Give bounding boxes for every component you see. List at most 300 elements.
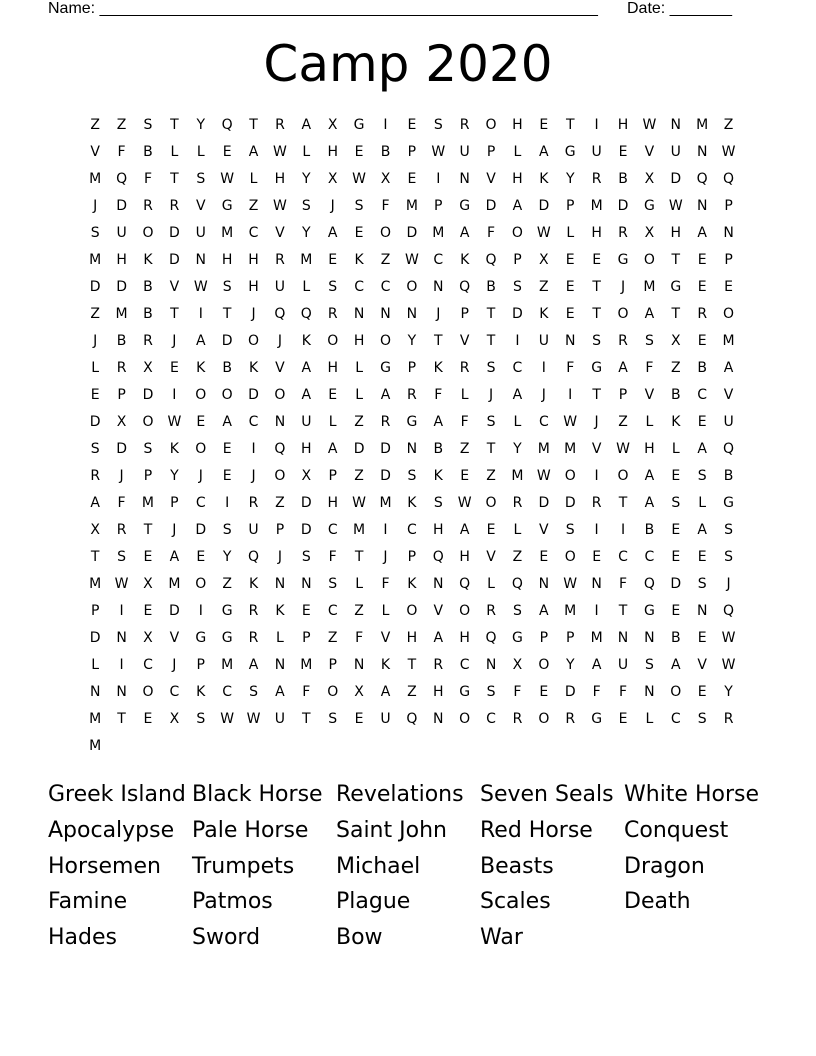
grid-letter: Q: [643, 576, 655, 592]
page-title: Camp 2020: [263, 35, 553, 93]
grid-letter: H: [433, 522, 444, 538]
grid-letter: C: [406, 522, 417, 538]
grid-letter: J: [436, 306, 441, 322]
grid-letter: W: [721, 630, 736, 646]
grid-letter: I: [568, 387, 573, 403]
grid-letter: P: [170, 495, 179, 511]
grid-letter: V: [275, 225, 285, 241]
grid-letter: B: [697, 360, 707, 376]
grid-letter: N: [564, 333, 576, 349]
grid-letter: C: [538, 414, 549, 430]
grid-letter: A: [723, 360, 734, 376]
grid-letter: R: [143, 198, 153, 214]
grid-letter: M: [221, 657, 234, 673]
grid-letter: S: [644, 657, 654, 673]
grid-letter: E: [301, 603, 311, 619]
grid-letter: M: [89, 252, 102, 268]
grid-letter: W: [563, 414, 578, 430]
grid-letter: D: [512, 306, 523, 322]
grid-letter: R: [618, 333, 628, 349]
grid-letter: L: [671, 441, 680, 457]
grid-letter: N: [433, 279, 444, 295]
word-bank-item: Sword: [192, 925, 261, 951]
grid-letter: Z: [380, 252, 391, 268]
grid-letter: F: [434, 387, 443, 403]
grid-letter: A: [697, 225, 707, 241]
grid-letter: R: [723, 711, 734, 727]
grid-letter: W: [220, 171, 235, 187]
grid-letter: I: [541, 360, 546, 376]
grid-letter: Q: [723, 603, 735, 619]
grid-letter: S: [117, 549, 127, 565]
grid-letter: X: [143, 576, 153, 592]
grid-letter: J: [488, 387, 494, 403]
grid-letter: E: [618, 144, 628, 160]
grid-letter: G: [643, 198, 655, 214]
grid-letter: G: [221, 198, 233, 214]
grid-letter: O: [327, 333, 339, 349]
grid-letter: D: [248, 387, 259, 403]
grid-letter: S: [565, 522, 575, 538]
grid-letter: P: [486, 144, 496, 160]
grid-letter: T: [222, 306, 232, 322]
grid-letter: K: [354, 252, 364, 268]
grid-letter: Z: [248, 198, 259, 214]
word-bank-item: Greek Island: [48, 782, 186, 807]
grid-letter: D: [168, 252, 180, 268]
grid-letter: N: [538, 576, 550, 592]
grid-letter: L: [460, 387, 469, 403]
grid-letter: I: [198, 306, 203, 322]
word-bank-item: Black Horse: [192, 782, 323, 807]
grid-letter: D: [116, 279, 127, 295]
grid-letter: S: [433, 117, 443, 133]
grid-letter: Q: [274, 441, 286, 457]
grid-letter: V: [459, 333, 470, 349]
grid-letter: E: [618, 711, 628, 727]
word-bank-item: Bow: [336, 925, 383, 951]
grid-letter: E: [671, 468, 681, 484]
word-bank-item: Conquest: [624, 817, 729, 843]
grid-letter: A: [697, 522, 707, 538]
grid-letter: M: [432, 225, 445, 241]
grid-letter: M: [115, 306, 128, 322]
grid-letter: U: [274, 279, 286, 295]
grid-letter: G: [459, 684, 471, 700]
grid-letter: I: [225, 495, 230, 511]
grid-letter: G: [195, 630, 207, 646]
grid-letter: L: [698, 495, 707, 511]
grid-letter: Q: [723, 441, 735, 457]
grid-letter: P: [566, 198, 575, 214]
date-field[interactable]: Date: _______: [627, 0, 732, 17]
grid-letter: I: [383, 522, 388, 538]
grid-letter: D: [195, 522, 207, 538]
grid-letter: A: [248, 144, 259, 160]
grid-letter: W: [273, 144, 287, 160]
grid-letter: Z: [723, 117, 734, 133]
grid-letter: M: [405, 198, 418, 214]
grid-letter: Q: [485, 252, 497, 268]
grid-letter: C: [354, 279, 364, 295]
grid-letter: A: [433, 630, 444, 646]
grid-letter: T: [143, 522, 153, 538]
grid-letter: Q: [459, 279, 471, 295]
name-field[interactable]: Name: ________________________________________________________: [48, 0, 598, 17]
grid-letter: U: [538, 333, 549, 349]
grid-letter: S: [328, 711, 338, 727]
grid-letter: E: [328, 252, 338, 268]
grid-letter: H: [221, 252, 233, 268]
grid-letter: K: [433, 468, 443, 484]
grid-letter: S: [222, 522, 232, 538]
grid-letter: W: [352, 171, 367, 187]
grid-letter: E: [724, 279, 733, 295]
grid-letter: L: [91, 657, 100, 673]
grid-letter: T: [486, 333, 496, 349]
grid-letter: D: [300, 522, 312, 538]
grid-letter: V: [486, 171, 496, 187]
grid-letter: I: [119, 603, 124, 619]
grid-letter: O: [511, 225, 523, 241]
grid-letter: C: [222, 684, 233, 700]
grid-letter: E: [539, 117, 549, 133]
grid-letter: N: [353, 657, 365, 673]
grid-letter: P: [618, 387, 628, 403]
grid-letter: C: [697, 387, 708, 403]
grid-letter: P: [407, 549, 417, 565]
grid-letter: A: [644, 495, 655, 511]
grid-letter: X: [644, 171, 655, 187]
grid-letter: V: [697, 657, 707, 673]
grid-letter: I: [436, 171, 441, 187]
grid-letter: N: [406, 441, 418, 457]
grid-letter: N: [696, 603, 708, 619]
grid-letter: N: [591, 576, 602, 592]
grid-letter: B: [222, 360, 232, 376]
grid-letter: V: [433, 603, 444, 619]
grid-letter: R: [486, 603, 496, 619]
grid-letter: T: [354, 549, 364, 565]
grid-letter: E: [565, 279, 575, 295]
grid-letter: D: [538, 198, 550, 214]
grid-letter: S: [486, 414, 496, 430]
grid-letter: K: [301, 333, 311, 349]
grid-letter: Y: [196, 117, 206, 133]
grid-letter: E: [169, 360, 179, 376]
grid-letter: X: [143, 630, 153, 646]
grid-letter: P: [434, 198, 443, 214]
grid-letter: H: [459, 549, 470, 565]
grid-letter: J: [726, 576, 731, 592]
grid-letter: T: [90, 549, 100, 565]
grid-letter: L: [170, 144, 179, 160]
grid-letter: Y: [222, 549, 232, 565]
grid-letter: O: [723, 306, 735, 322]
grid-letter: E: [565, 306, 575, 322]
grid-letter: P: [407, 144, 417, 160]
grid-letter: O: [670, 684, 682, 700]
grid-letter: A: [327, 225, 338, 241]
word-bank-item: White Horse: [624, 782, 760, 807]
grid-letter: L: [355, 360, 363, 376]
grid-letter: I: [119, 657, 124, 673]
grid-letter: M: [89, 711, 102, 727]
grid-letter: Y: [302, 225, 311, 241]
grid-letter: G: [406, 414, 418, 430]
grid-letter: Y: [170, 468, 179, 484]
grid-letter: X: [354, 684, 364, 700]
grid-letter: Z: [407, 684, 417, 700]
grid-letter: E: [328, 387, 338, 403]
grid-letter: F: [117, 495, 126, 511]
grid-letter: L: [381, 603, 390, 619]
grid-letter: O: [564, 468, 576, 484]
grid-letter: W: [273, 198, 287, 214]
grid-letter: N: [485, 657, 497, 673]
grid-letter: V: [90, 144, 100, 160]
grid-letter: B: [723, 468, 734, 484]
grid-letter: S: [671, 495, 681, 511]
grid-letter: I: [172, 387, 177, 403]
grid-letter: J: [251, 468, 256, 484]
grid-letter: I: [594, 117, 599, 133]
grid-letter: R: [407, 387, 417, 403]
grid-letter: V: [275, 360, 285, 376]
grid-letter: W: [220, 711, 235, 727]
grid-letter: E: [354, 225, 364, 241]
grid-letter: P: [539, 630, 549, 646]
grid-letter: N: [617, 630, 629, 646]
grid-letter: M: [141, 495, 155, 511]
grid-letter: K: [143, 252, 153, 268]
grid-letter: F: [302, 684, 311, 700]
grid-letter: L: [328, 414, 337, 430]
grid-letter: W: [352, 495, 367, 511]
grid-letter: M: [511, 468, 524, 484]
grid-letter: W: [457, 495, 472, 511]
grid-letter: E: [486, 522, 496, 538]
grid-letter: E: [143, 711, 153, 727]
grid-letter: L: [513, 414, 522, 430]
grid-letter: E: [697, 684, 707, 700]
word-bank: [48, 777, 768, 956]
grid-letter: S: [301, 549, 311, 565]
grid-letter: Z: [539, 279, 549, 295]
grid-letter: T: [117, 711, 126, 727]
grid-letter: M: [353, 522, 366, 538]
grid-letter: W: [563, 576, 578, 592]
grid-letter: R: [433, 657, 444, 673]
grid-letter: A: [671, 657, 681, 673]
grid-letter: O: [617, 468, 629, 484]
grid-letter: N: [459, 171, 470, 187]
grid-letter: H: [433, 684, 444, 700]
grid-letter: N: [670, 117, 682, 133]
grid-letter: T: [671, 306, 681, 322]
grid-letter: E: [697, 549, 707, 565]
grid-letter: D: [538, 495, 550, 511]
grid-letter: C: [644, 549, 655, 565]
grid-letter: T: [618, 495, 628, 511]
grid-letter: A: [327, 441, 338, 457]
grid-letter: C: [195, 495, 206, 511]
grid-letter: C: [143, 657, 153, 673]
grid-letter: X: [670, 333, 681, 349]
grid-letter: K: [248, 360, 259, 376]
grid-letter: B: [380, 144, 391, 160]
grid-letter: S: [513, 279, 522, 295]
grid-letter: G: [512, 630, 523, 646]
grid-letter: R: [512, 711, 523, 727]
grid-letter: H: [301, 441, 312, 457]
grid-letter: Q: [696, 171, 708, 187]
grid-letter: I: [594, 522, 599, 538]
grid-letter: M: [696, 117, 709, 133]
grid-letter: D: [142, 387, 154, 403]
grid-letter: L: [487, 576, 495, 592]
grid-letter: A: [169, 549, 180, 565]
grid-letter: M: [221, 225, 234, 241]
grid-letter: U: [670, 144, 681, 160]
grid-letter: J: [330, 198, 335, 214]
grid-letter: L: [302, 144, 311, 160]
grid-letter: C: [248, 225, 259, 241]
grid-letter: O: [142, 684, 154, 700]
grid-letter: U: [380, 711, 391, 727]
grid-letter: Q: [248, 549, 260, 565]
grid-letter: M: [89, 738, 102, 754]
grid-letter: N: [723, 225, 734, 241]
grid-letter: E: [592, 252, 602, 268]
grid-letter: A: [591, 657, 602, 673]
grid-letter: H: [353, 333, 365, 349]
grid-letter: J: [172, 522, 177, 538]
grid-letter: K: [539, 171, 549, 187]
grid-letter: F: [355, 630, 364, 646]
grid-letter: O: [274, 468, 286, 484]
grid-letter: A: [275, 684, 285, 700]
grid-letter: D: [168, 225, 180, 241]
grid-letter: Q: [300, 306, 312, 322]
grid-letter: E: [407, 117, 417, 133]
grid-letter: Z: [354, 414, 364, 430]
grid-letter: O: [643, 252, 655, 268]
grid-letter: R: [591, 171, 602, 187]
grid-letter: X: [301, 468, 312, 484]
grid-letter: O: [564, 549, 576, 565]
grid-letter: Z: [618, 414, 628, 430]
grid-letter: V: [195, 198, 206, 214]
grid-letter: H: [248, 279, 259, 295]
grid-letter: A: [459, 225, 470, 241]
grid-letter: D: [116, 441, 127, 457]
grid-letter: H: [459, 630, 470, 646]
grid-letter: O: [248, 333, 260, 349]
grid-letter: N: [116, 630, 127, 646]
grid-letter: K: [671, 414, 681, 430]
grid-letter: J: [277, 333, 282, 349]
grid-letter: X: [169, 711, 180, 727]
grid-letter: L: [249, 171, 258, 187]
grid-letter: A: [512, 198, 523, 214]
grid-letter: A: [697, 441, 707, 457]
grid-letter: P: [460, 306, 469, 322]
grid-letter: B: [644, 522, 655, 538]
grid-letter: C: [486, 711, 496, 727]
grid-letter: O: [142, 225, 154, 241]
grid-letter: E: [222, 144, 232, 160]
grid-letter: K: [248, 576, 259, 592]
grid-letter: R: [248, 495, 259, 511]
grid-letter: M: [537, 441, 550, 457]
grid-letter: N: [380, 306, 391, 322]
grid-letter: L: [276, 630, 284, 646]
grid-letter: D: [89, 279, 101, 295]
grid-letter: V: [539, 522, 549, 538]
grid-letter: T: [249, 117, 258, 133]
grid-letter: I: [594, 603, 599, 619]
grid-letter: J: [620, 279, 626, 295]
grid-letter: R: [380, 414, 391, 430]
grid-letter: K: [433, 360, 443, 376]
grid-letter: Q: [459, 576, 471, 592]
grid-letter: V: [591, 441, 602, 457]
grid-letter: O: [195, 441, 207, 457]
grid-letter: L: [645, 414, 654, 430]
grid-letter: A: [433, 414, 444, 430]
grid-letter: C: [327, 522, 338, 538]
grid-letter: Q: [485, 630, 497, 646]
grid-letter: E: [539, 549, 549, 565]
grid-letter: B: [618, 171, 628, 187]
grid-letter: S: [143, 117, 153, 133]
grid-letter: R: [697, 306, 708, 322]
grid-letter: V: [486, 549, 496, 565]
grid-letter: Z: [459, 441, 470, 457]
grid-letter: Z: [327, 630, 338, 646]
grid-letter: X: [143, 360, 153, 376]
grid-letter: G: [617, 252, 629, 268]
grid-letter: A: [644, 468, 655, 484]
grid-letter: E: [592, 549, 602, 565]
grid-letter: J: [172, 657, 177, 673]
word-bank-item: Seven Seals: [480, 782, 614, 807]
grid-letter: L: [513, 522, 522, 538]
grid-letter: U: [274, 711, 286, 727]
grid-letter: T: [407, 657, 417, 673]
grid-letter: D: [168, 603, 180, 619]
grid-letter: M: [564, 603, 577, 619]
grid-letter: U: [459, 144, 470, 160]
grid-letter: D: [89, 630, 101, 646]
grid-letter: G: [643, 603, 655, 619]
grid-letter: F: [143, 171, 152, 187]
grid-letter: H: [327, 495, 338, 511]
grid-letter: E: [222, 468, 232, 484]
grid-letter: M: [89, 171, 102, 187]
grid-letter: V: [169, 279, 180, 295]
grid-letter: E: [407, 171, 417, 187]
word-bank-item: Scales: [480, 889, 551, 915]
grid-letter: O: [406, 279, 418, 295]
grid-letter: N: [116, 684, 127, 700]
grid-letter: W: [642, 117, 657, 133]
grid-letter: M: [89, 576, 102, 592]
grid-letter: T: [433, 333, 443, 349]
grid-letter: P: [407, 360, 417, 376]
word-bank-item: Pale Horse: [192, 817, 309, 843]
